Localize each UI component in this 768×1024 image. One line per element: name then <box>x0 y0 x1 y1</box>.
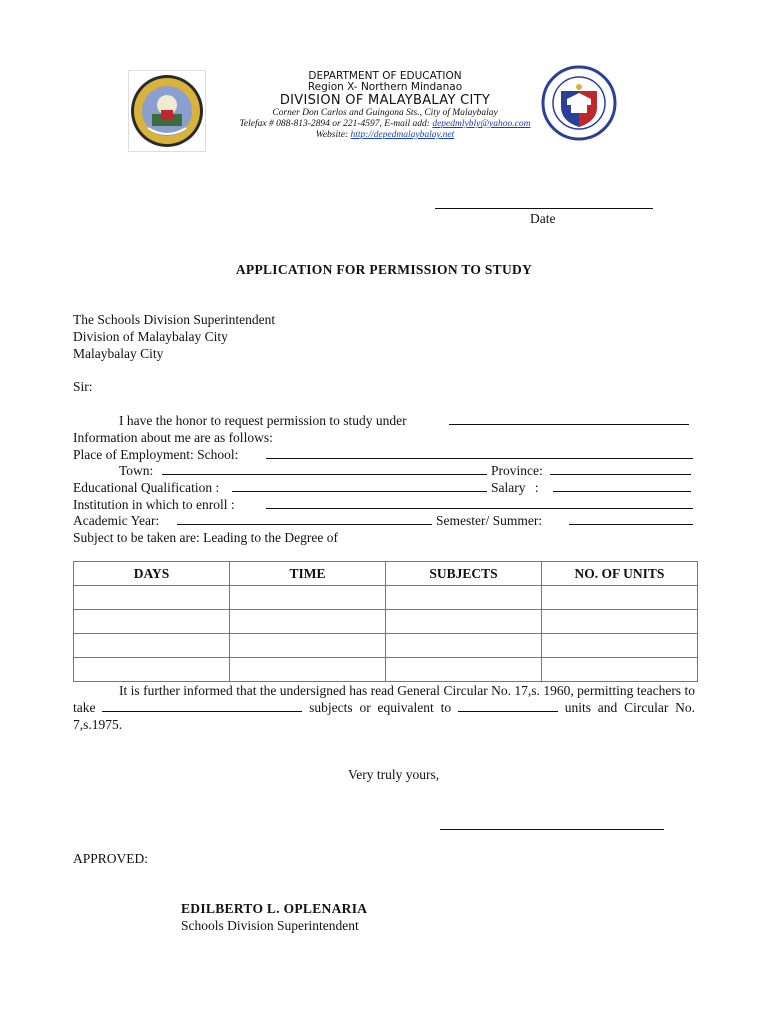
salutation: Sir: <box>73 379 93 394</box>
table-cell[interactable] <box>230 610 386 634</box>
circular-paragraph <box>73 682 695 733</box>
salary-label: Salary : <box>491 480 539 495</box>
institution-label: Institution in which to enroll : <box>73 497 235 512</box>
subjects-count-field[interactable] <box>102 699 302 712</box>
table-cell[interactable] <box>542 610 698 634</box>
town-label: Town: <box>119 463 154 478</box>
table-cell[interactable] <box>542 658 698 682</box>
table-row <box>74 610 698 634</box>
header-time: TIME <box>230 562 386 586</box>
school-field[interactable] <box>266 446 693 459</box>
approved-label: APPROVED: <box>73 851 149 866</box>
education-label: Educational Qualification : <box>73 480 220 495</box>
intro-label: I have the honor to request permission to study under <box>119 413 407 428</box>
header-days: DAYS <box>74 562 230 586</box>
header-email-link[interactable]: depedmlybly@yahoo.com <box>432 119 531 129</box>
table-row <box>74 586 698 610</box>
addressee-line-2: Division of Malaybalay City <box>73 329 228 344</box>
schedule-table <box>73 561 698 682</box>
signatory-name: EDILBERTO L. OPLENARIA <box>181 901 368 916</box>
table-cell[interactable] <box>230 658 386 682</box>
addressee-line-1: The Schools Division Superintendent <box>73 312 276 327</box>
signatory-title: Schools Division Superintendent <box>181 918 359 933</box>
institution-field[interactable] <box>266 496 693 509</box>
subject-label: Subject to be taken are: Leading to the Degree of <box>73 530 339 545</box>
form-title: APPLICATION FOR PERMISSION TO STUDY <box>235 262 533 277</box>
table-cell[interactable] <box>542 586 698 610</box>
header-contact <box>200 119 570 129</box>
table-cell[interactable] <box>74 586 230 610</box>
semester-label: Semester/ Summer: <box>436 513 543 528</box>
header-units: NO. OF UNITS <box>542 562 698 586</box>
applicant-signature-line[interactable] <box>440 817 664 830</box>
town-field[interactable] <box>162 462 487 475</box>
study-under-field[interactable] <box>449 412 689 425</box>
info-label: Information about me are as follows: <box>73 430 273 445</box>
table-cell[interactable] <box>386 586 542 610</box>
province-label: Province: <box>491 463 543 478</box>
header-website <box>200 130 570 140</box>
semester-field[interactable] <box>569 512 693 525</box>
academic-year-label: Academic Year: <box>73 513 160 528</box>
header-region: Region X- Northern Mindanao <box>307 81 463 93</box>
units-count-field[interactable] <box>458 699 558 712</box>
header-division: DIVISION OF MALAYBALAY CITY <box>279 93 491 108</box>
addressee-line-3: Malaybalay City <box>73 346 164 361</box>
paragraph-part-3: units and Circular No. 7,s.1975. <box>73 700 696 732</box>
table-cell[interactable] <box>386 658 542 682</box>
table-cell[interactable] <box>386 634 542 658</box>
academic-year-field[interactable] <box>177 512 432 525</box>
header-website-label: Website: <box>315 130 349 140</box>
header-department: DEPARTMENT OF EDUCATION <box>308 70 462 82</box>
education-field[interactable] <box>232 479 487 492</box>
date-line[interactable] <box>435 196 653 209</box>
table-cell[interactable] <box>230 586 386 610</box>
header-website-link[interactable]: http://depedmalaybalay.net <box>350 130 455 140</box>
closing: Very truly yours, <box>348 767 440 782</box>
province-field[interactable] <box>550 462 691 475</box>
table-row <box>74 634 698 658</box>
salary-field[interactable] <box>553 479 691 492</box>
table-row <box>74 658 698 682</box>
paragraph-part-1: It is further informed that the undersigned has read General Circular No. 17,s. 1960, permitting teachers to take <box>73 683 695 715</box>
place-label: Place of Employment: School: <box>73 447 239 462</box>
header-subjects: SUBJECTS <box>386 562 542 586</box>
deped-division-seal <box>128 70 206 152</box>
header-telefax: Telefax # 088-813-2894 or 221-4597, E-mail add: <box>239 119 430 129</box>
table-cell[interactable] <box>542 634 698 658</box>
table-cell[interactable] <box>74 658 230 682</box>
table-cell[interactable] <box>74 610 230 634</box>
header-address: Corner Don Carlos and Guingona Sts., City of Malaybalay <box>272 108 498 118</box>
table-cell[interactable] <box>386 610 542 634</box>
table-cell[interactable] <box>230 634 386 658</box>
table-cell[interactable] <box>74 634 230 658</box>
table-header-row <box>74 562 698 586</box>
date-label: Date <box>530 211 556 226</box>
paragraph-part-2: subjects or equivalent to <box>309 700 452 715</box>
